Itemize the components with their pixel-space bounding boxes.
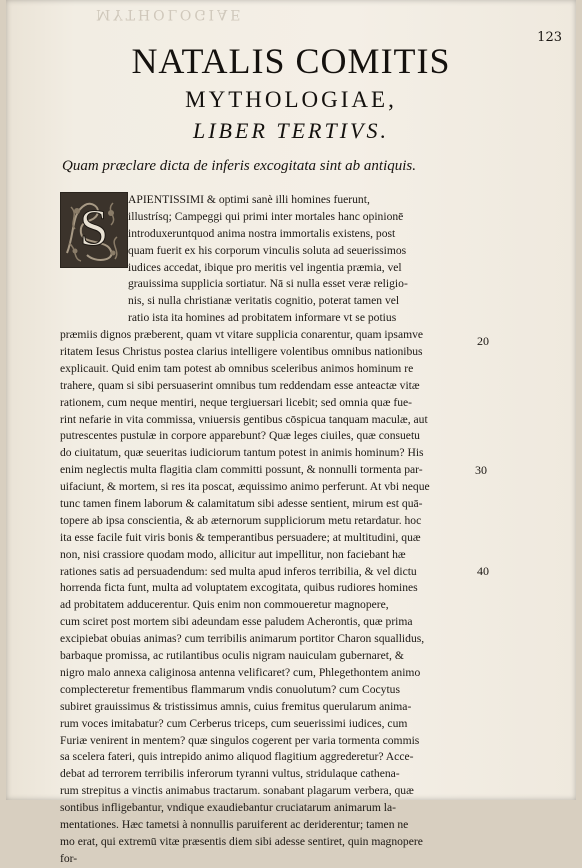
text-line: rum strepitus a vinctis animabus tractarum. sonabant plagarum verbera, quæ — [60, 784, 414, 798]
text-line: sontibus infligebantur, vndique exaudiebantur cruciatarum animarum la- — [60, 801, 396, 815]
text-line: rationem, cum neque mentiri, neque tergiuersari licebit; sed omnia quæ fue- — [60, 395, 412, 409]
margin-number-20: 20 — [477, 334, 489, 348]
chapter-heading: Quam præclare dicta de inferis excogitata sint ab antiquis. — [62, 158, 416, 174]
text-line: mentationes. Hæc tametsi à nonnullis paruiferent ac deriderentur; tamen ne — [60, 817, 409, 831]
text-line: complecteretur frementibus flammarum vndis conuolutum? cum Cocytus — [60, 682, 400, 696]
bleed-through-running-head: MYTHOLOGIAE — [96, 6, 244, 22]
text-line: non, nisi crassiore quodam modo, allicitur aut impellitur, non faciebant hæ — [60, 547, 406, 561]
text-line: rint nefarie in vita commissa, vniuersis gentibus cōspicua tanquam maculæ, aut — [60, 412, 428, 426]
text-line: subiret grauissimus & tristissimus amnis, cuius fremitus querularum anima- — [60, 699, 412, 713]
text-line: Furiæ venirent in mentem? quæ singulos cogerent per varia tormenta commis — [60, 733, 420, 747]
text-line: quam fuerit ex his corporum vinculis soluta ad seuerissimos — [128, 243, 407, 257]
text-line: putrescentes pustulæ in corpore apparebunt? Quæ leges ciuiles, quæ consuetu — [60, 429, 420, 443]
page-number: 123 — [537, 30, 562, 45]
text-line: grauissima supplicia sortiatur. Nā si nulla esset veræ religio- — [128, 277, 408, 291]
text-line: enim neglectis multa flagitia clam committi possunt, & nonnulli tormenta par- — [60, 463, 423, 477]
text-line: trahere, quam si sibi persuaserint omnibus tum reddendam esse anteactæ vitæ — [60, 378, 420, 392]
text-line: ad probitatem adducerentur. Quis enim non commoueretur magnopere, — [60, 598, 389, 612]
title-book: LIBER TERTIVS. — [193, 118, 389, 143]
text-line: ita esse facile fuit viris bonis & temperantibus persuadere; at multitudini, quæ — [60, 530, 421, 544]
margin-number-40: 40 — [477, 564, 489, 578]
text-line: præmiis dignos præberent, quam vt vitare supplicia conarentur, quam ipsamve — [60, 328, 424, 342]
text-line: debat ad terrorem terribilis inferorum tyranni vultus, stridulaque cathena- — [60, 767, 400, 781]
text-line: rum voces imitabatur? cum Cerberus triceps, cum seuerissimi iudices, cum — [60, 716, 408, 730]
text-line: nis, si nulla christianæ veritatis cognitio, poterat tamen vel — [128, 294, 400, 308]
text-line: rationes satis ad persuadendum: sed multa apud inferos terribilia, & vel dictu — [60, 564, 417, 578]
text-line: tunc tamen finem laborum & calamitatum sibi adesse sentient, mirum est quā- — [60, 497, 423, 511]
text-line: for- — [60, 851, 78, 865]
initial-letter: S — [79, 200, 109, 257]
text-line: barbaque promissa, ac rutilantibus oculis nigram nauiculam gubernaret, & — [60, 649, 404, 663]
text-line: sa scelera fateri, quis intrepido animo aliquod flagitium aggrederetur? Acce- — [60, 750, 414, 764]
text-line: excipiebat obuias animas? cum terribilis animarum portitor Charon squallidus, — [60, 632, 425, 646]
text-line: mo erat, qui extremū vitæ præsentis diem sibi adesse sentiret, quin magnopere — [60, 834, 423, 848]
text-line: APIENTISSIMI & optimi sanè illi homines fuerunt, — [128, 193, 370, 206]
text-line: explicauit. Quid enim tam potest ab omnibus sceleribus animos hominum re — [60, 361, 414, 375]
text-line: uifaciunt, & mortem, si res ita poscat, æquissimo animo perferunt. At vbi neque — [60, 480, 430, 494]
main-text-block — [60, 192, 464, 868]
text-line: nigro malo annexa caliginosa antenna velificaret? cum, Phlegethontem animo — [60, 665, 421, 679]
title-work: MYTHOLOGIAE, — [185, 87, 397, 112]
margin-number-30: 30 — [475, 463, 487, 477]
text-line: topere ab ipsa conscientia, & ab æternorum suppliciorum metu retardatur. hoc — [60, 513, 422, 527]
text-line: do ciuitatum, quæ seueritas iudiciorum tantum potest in animis hominum? His — [60, 446, 424, 460]
text-line: horrenda ficta funt, multa ad voluptatem excogitata, quibus rudiores homines — [60, 581, 418, 595]
text-line: introduxeruntquod anima nostra immortalis existens, post — [128, 226, 396, 240]
text-line: ritatem Iesus Christus postea clarius intelligere volentibus omnibus nationibus — [60, 345, 423, 359]
title-author: NATALIS COMITIS — [131, 41, 451, 81]
text-line: cum sciret post mortem sibi adeundam esse paludem Acherontis, quæ prima — [60, 615, 413, 629]
text-line: ratio ista ita homines ad probitatem informare vt se potius — [128, 311, 397, 325]
text-line: iudices accedat, ibique pro meritis vel ingentia præmia, vel — [128, 260, 402, 274]
text-line: illustrísq; Campeggi qui primi inter mortales hanc opinionē — [128, 209, 404, 223]
